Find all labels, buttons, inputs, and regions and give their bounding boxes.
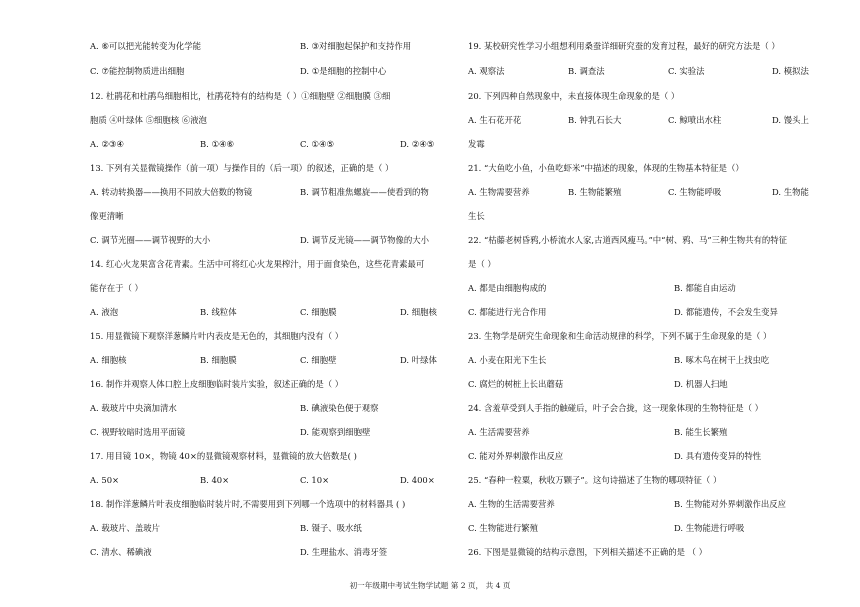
q19-option-d: D. 模拟法 (772, 66, 809, 76)
q21-option-d: D. 生物能 (772, 187, 809, 197)
q19-stem: 19. 某校研究性学习小组想利用桑蚕详细研究蚕的发育过程，最好的研究方法是（ ） (468, 41, 780, 51)
q15-option-a: A. 细胞核 (90, 355, 127, 365)
q22-stem-line2: 是（ ） (468, 259, 496, 269)
q22-option-a: A. 都是由细胞构成的 (468, 283, 547, 293)
q20-option-a: A. 生石花开花 (468, 115, 522, 125)
q14-option-c: C. 细胞膜 (300, 307, 337, 317)
q23-option-b: B. 啄木鸟在树干上找虫吃 (674, 355, 770, 365)
q20-option-d-cont: 发霉 (468, 139, 485, 149)
q17-option-a: A. 50× (90, 475, 120, 485)
q15-option-d: D. 叶绿体 (400, 355, 437, 365)
q17-option-d: D. 400× (400, 475, 435, 485)
q16-option-d: D. 能观察到细胞壁 (300, 427, 371, 437)
q12-option-a: A. ②③④ (90, 139, 124, 149)
q15-option-c: C. 细胞壁 (300, 355, 337, 365)
q17-stem: 17. 用目镜 10×，物镜 40×的显微镜观察材料，显微镜的放大倍数是( ) (90, 451, 357, 461)
q21-option-a: A. 生物需要营养 (468, 187, 530, 197)
q21-option-c: C. 生物能呼吸 (668, 187, 722, 197)
q22-option-b: B. 都能自由运动 (674, 283, 736, 293)
q11-option-d: D. ①是细胞的控制中心 (300, 66, 387, 76)
q12-option-b: B. ①④⑥ (200, 139, 235, 149)
q18-option-b: B. 镊子、吸水纸 (300, 523, 362, 533)
q13-option-c: C. 调节光圈——调节视野的大小 (90, 235, 211, 245)
q11-option-a: A. ⑥可以把光能转变为化学能 (90, 41, 202, 51)
q19-option-c: C. 实验法 (668, 66, 705, 76)
q15-option-b: B. 细胞膜 (200, 355, 237, 365)
q18-option-c: C. 清水、稀碘液 (90, 547, 152, 557)
q11-option-b: B. ③对细胞起保护和支持作用 (300, 41, 412, 51)
q20-option-b: B. 钟乳石长大 (568, 115, 622, 125)
q24-option-b: B. 能生长繁殖 (674, 427, 728, 437)
q20-stem: 20. 下列四种自然现象中，未直接体现生命现象的是（ ） (468, 91, 680, 101)
q20-option-c: C. 鲸喷出水柱 (668, 115, 722, 125)
q21-option-d-cont: 生长 (468, 211, 485, 221)
q18-option-d: D. 生理盐水、消毒牙签 (300, 547, 388, 557)
q15-stem: 15. 用显微镜下观察洋葱鳞片叶内表皮是无色的，其细胞内没有（ ） (90, 331, 344, 341)
page-footer: 初一年级期中考试生物学试题 第 2 页， 共 4 页 (349, 581, 511, 590)
q22-option-c: C. 都能进行光合作用 (468, 307, 547, 317)
q18-option-a: A. 载玻片、盖玻片 (90, 523, 160, 533)
q24-option-d: D. 具有遗传变异的特性 (674, 451, 762, 461)
q25-option-d: D. 生物能进行呼吸 (674, 523, 745, 533)
q14-stem-line2: 能存在于（ ） (90, 283, 143, 293)
q13-option-b: B. 调节粗准焦螺旋——使看到的物 (300, 187, 429, 197)
q22-option-d: D. 都能遗传，不会发生变异 (674, 307, 778, 317)
q18-stem: 18. 制作洋葱鳞片叶表皮细胞临时装片时,不需要用到下列哪一个选项中的材料器具 ( ) (90, 499, 406, 509)
q24-option-a: A. 生活需要营养 (468, 427, 530, 437)
q26-stem: 26. 下图是显微镜的结构示意图，下列相关描述不正确的是 （ ） (468, 547, 708, 557)
q23-option-c: C. 腐烂的树桩上长出蘑菇 (468, 379, 564, 389)
q16-stem: 16. 制作并观察人体口腔上皮细胞临时装片实验，叙述正确的是（ ） (90, 379, 344, 389)
q14-option-d: D. 细胞核 (400, 307, 437, 317)
q21-option-b: B. 生物能繁殖 (568, 187, 622, 197)
q12-option-c: C. ①④⑤ (300, 139, 334, 149)
q16-option-a: A. 载玻片中央滴加清水 (90, 403, 177, 413)
q22-stem-line1: 22. “枯藤老树昏鸦,小桥流水人家,古道西风瘦马。”中“树、鸦、马”三种生物共有的特征 (468, 235, 787, 245)
q12-stem-line1: 12. 杜鹃花和杜鹃鸟细胞相比，杜鹃花特有的结构是（ ）①细胞壁 ②细胞膜 ③细 (90, 91, 391, 101)
q14-option-a: A. 液泡 (90, 307, 119, 317)
q23-stem: 23. 生物学是研究生命现象和生命活动规律的科学，下列不属于生命现象的是（ ） (468, 331, 772, 341)
q25-option-b: B. 生物能对外界刺激作出反应 (674, 499, 786, 509)
q14-stem-line1: 14. 红心火龙果富含花青素。生活中可将红心火龙果榨汁，用于面食染色，这些花青素最可 (90, 259, 425, 269)
q19-option-a: A. 观察法 (468, 66, 505, 76)
q12-option-d: D. ②④⑤ (400, 139, 435, 149)
q25-stem: 25. “春种一粒粟，秋收万颗子”。这句诗描述了生物的哪项特征（ ） (468, 475, 722, 485)
q16-option-b: B. 碘液染色便于观察 (300, 403, 379, 413)
q25-option-a: A. 生物的生活需要营养 (468, 499, 555, 509)
q13-stem: 13. 下列有关显微镜操作（前一项）与操作目的（后一项）的叙述，正确的是（ ） (90, 163, 394, 173)
q24-stem: 24. 含羞草受到人手指的触碰后，叶子会合拢，这一现象体现的生物特征是（ ） (468, 403, 764, 413)
q16-option-c: C. 视野较暗时选用平面镜 (90, 427, 186, 437)
q23-option-d: D. 机器人扫地 (674, 379, 728, 389)
q25-option-c: C. 生物能进行繁殖 (468, 523, 539, 533)
q17-option-b: B. 40× (200, 475, 230, 485)
q13-option-b-cont: 像更清晰 (90, 211, 124, 221)
q11-option-c: C. ⑦能控制物质进出细胞 (90, 66, 185, 76)
q24-option-c: C. 能对外界刺激作出反应 (468, 451, 564, 461)
q12-stem-line2: 胞质 ④叶绿体 ⑤细胞核 ⑥液泡 (90, 115, 207, 125)
q13-option-a: A. 转动转换器——换用不同放大倍数的物镜 (90, 187, 253, 197)
q17-option-c: C. 10× (300, 475, 330, 485)
q21-stem: 21. “大鱼吃小鱼，小鱼吃虾米”中描述的现象，体现的生物基本特征是（） (468, 163, 744, 173)
q14-option-b: B. 线粒体 (200, 307, 237, 317)
q23-option-a: A. 小麦在阳光下生长 (468, 355, 547, 365)
q20-option-d: D. 馒头上 (772, 115, 809, 125)
q19-option-b: B. 调查法 (568, 66, 605, 76)
q13-option-d: D. 调节反光镜——调节物像的大小 (300, 235, 429, 245)
